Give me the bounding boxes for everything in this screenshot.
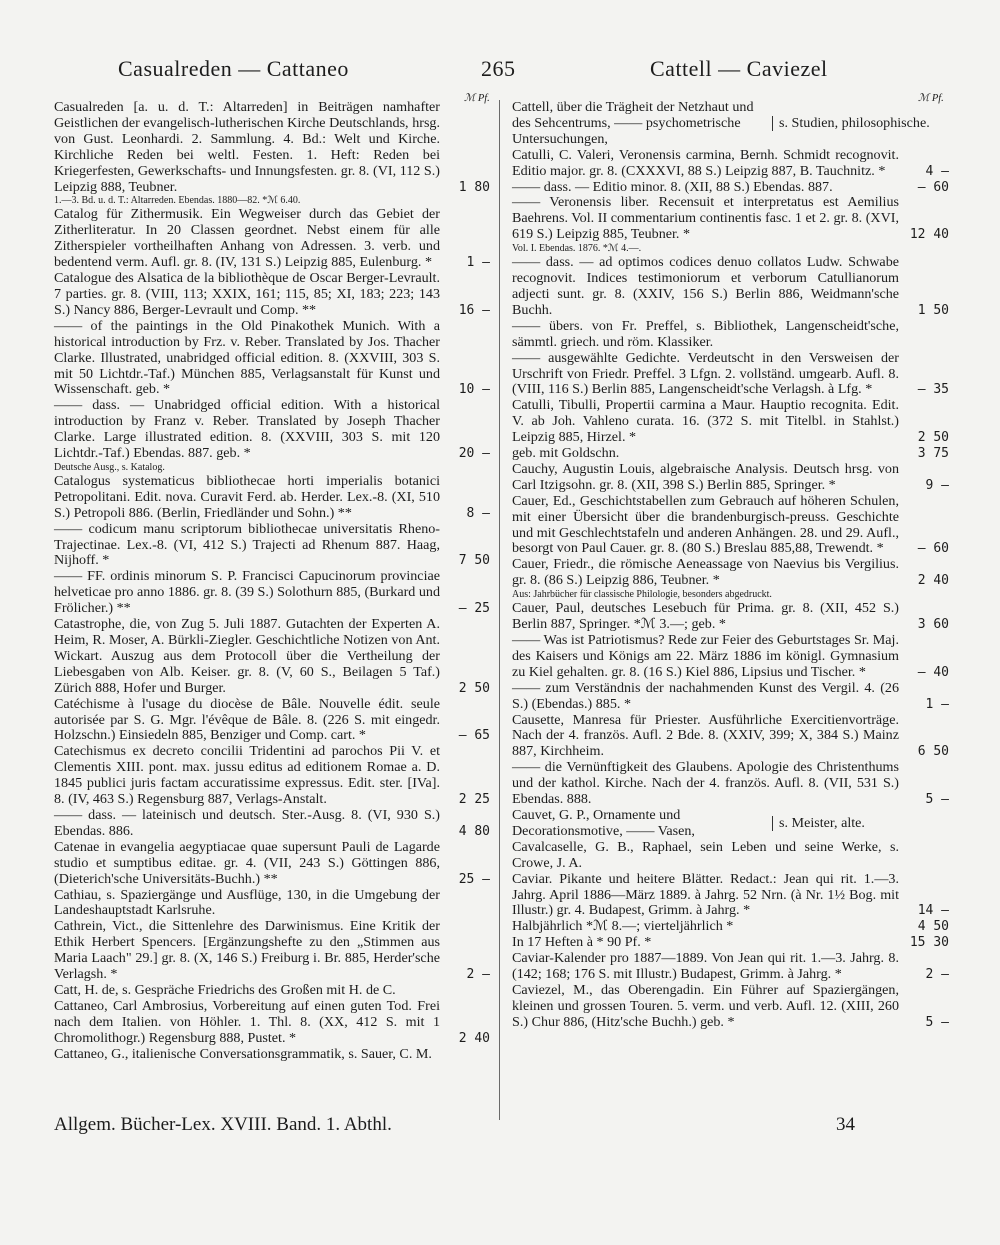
entry-text: Catulli, Tibulli, Propertii carmina a Maur. Hauptio recognita. Edit. V. ab Joh. Vahleno curata. 16. (372 S. mit Titelbl. in Stahlst.) Leipzig 885, Hirzel. * bbox=[512, 397, 899, 446]
cauvet-titles: Cauvet, G. P., Ornamente und Decorationsmotive, —— Vasen, bbox=[512, 806, 695, 839]
column-divider bbox=[499, 100, 500, 1120]
entry-price: — 60 bbox=[917, 541, 949, 557]
entry-price: 2 — bbox=[466, 967, 490, 983]
entry-text: —— dass. — Editio minor. 8. (XII, 88 S.) Ebendas. 887. bbox=[512, 178, 833, 195]
entry-text: Causette, Manresa für Priester. Ausführliche Exercitienvorträge. Nach der 4. französ. Aufl. 2 Bde. 8. (XXIV, 399; X, 384 S.) Mainz 887, Kirchheim. bbox=[512, 711, 899, 760]
catalogue-entry bbox=[512, 713, 949, 761]
entry-text: —— of the paintings in the Old Pinakothek Munich. With a historical introduction by Frz. v. Reber. Translated by Jos. Thacher Clarke. Illustrated, unabridged official edition. 8. (XXVIII, 303 S. mit 50 Lichtdr.-Taf.) München 885, Verlagsanstalt für Kunst und Wissenschaft. geb. * bbox=[54, 317, 440, 398]
entry-text: Cauchy, Augustin Louis, algebraische Analysis. Deutsch hrsg. von Carl Itzigsohn. gr. 8. (XII, 398 S.) Berlin 885, Springer. * bbox=[512, 460, 899, 493]
entry-price: 8 — bbox=[466, 505, 490, 521]
entry-price: 2 25 bbox=[458, 792, 490, 808]
entry-text: —— dass. — ad optimos codices denuo collatos Ludw. Schwabe recognovit. Indices testimoniorum et verborum Catullianorum adjecti sunt. gr. 8. (XXIV, 156 S.) Berlin 886, Weidmann'sche Buchh. bbox=[512, 254, 899, 318]
catalogue-entry bbox=[512, 319, 949, 351]
entry-text: Cattaneo, Carl Ambrosius, Vorbereitung auf einen guten Tod. Frei nach dem Italien. von Höhler. 1. Thl. 8. (XX, 412 S. mit 1 Chromolithogr.) Regensburg 888, Pustet. * bbox=[54, 997, 440, 1046]
entry-text: Catéchisme à l'usage du diocèse de Bâle. Nouvelle édit. seule autorisée par S. G. Mgr. l'évêque de Bâle. 8. (226 S. mit eingedr. Holzschn.) Einsiedeln 885, Benziger und Comp. cart. * bbox=[54, 695, 440, 744]
catalogue-entry bbox=[54, 271, 490, 319]
entry-price: 10 — bbox=[458, 382, 490, 398]
catalogue-entry bbox=[54, 888, 490, 920]
catalogue-entry bbox=[512, 462, 949, 494]
catalogue-entry bbox=[512, 351, 949, 399]
catalogue-entry bbox=[54, 100, 490, 195]
footer-sheet-number: 34 bbox=[836, 1114, 855, 1135]
entry-text: —— Was ist Patriotismus? Rede zur Feier des Geburtstages Sr. Maj. des Kaisers und Königs am 22. März 1886 im königl. Gymnasium zu Kiel gehalten. gr. 8. (16 S.) Kiel 886, Lipsius und Tischer. * bbox=[512, 632, 899, 680]
catalogue-entry bbox=[512, 148, 949, 180]
entry-price: 2 50 bbox=[458, 680, 490, 696]
catalogue-entry bbox=[512, 919, 949, 935]
catalogue-entry bbox=[54, 1047, 490, 1063]
entry-price: 4 80 bbox=[458, 823, 490, 839]
page-number: 265 bbox=[481, 56, 516, 81]
running-head-left: Casualreden — Cattaneo bbox=[118, 56, 349, 81]
entry-price: 2 50 bbox=[917, 430, 949, 446]
entry-text: Vol. I. Ebendas. 1876. *ℳ 4.—. bbox=[512, 243, 642, 255]
entry-text: Catalogue des Alsatica de la bibliothèque de Oscar Berger-Levrault. 7 parties. gr. 8. (VIII, 113; XXIX, 161; 115, 85; XI, 183; 223; 143 S.) Nancy 886, Berger-Levrault und Comp. ** bbox=[54, 270, 440, 318]
entry-text: Casualreden [a. u. d. T.: Altarreden] in Beiträgen namhafter Geistlichen der evangelisch-lutherischen Kirche Deutschlands, hrsg. von Gust. Leonhardi. 2. Sammlung. 4. Bd.: Welt und Kirche. Kirchliche Reden bei weltl. Festen. 1. Heft: Reden bei Kriegerfesten, Gewerkschafts- und Innungsfesten. gr. 8. (VI, 112 S.) Leipzig 888, Teubner. bbox=[54, 99, 440, 195]
entry-text: Catalogus systematicus bibliothecae horti imperialis botanici Petropolitani. Edit. nova. Curavit Ferd. ab. Herder. Lex.-8. (XI, 510 S.) Petropoli 886. (Berlin, Friedländer und Sohn.) ** bbox=[54, 472, 440, 521]
entry-text: Cauer, Friedr., die römische Aeneassage von Naevius bis Vergilius. gr. 8. (86 S.) Leipzig 886, Teubner. * bbox=[512, 556, 899, 589]
catalogue-entry bbox=[54, 319, 490, 399]
entry-price: 16 — bbox=[458, 302, 490, 318]
catalogue-entry bbox=[54, 999, 490, 1047]
catalogue-entry bbox=[512, 935, 949, 951]
right-column bbox=[512, 100, 949, 1031]
entry-price: 25 — bbox=[458, 871, 490, 887]
catalogue-entry bbox=[54, 919, 490, 983]
entry-text: Caviar-Kalender pro 1887—1889. Von Jean qui rit. 1.—3. Jahrg. 8. (142; 168; 176 S. mit Illustr.) Budapest, Grimm. à Jahrg. * bbox=[512, 950, 899, 983]
catalogue-entry bbox=[54, 983, 490, 999]
catalogue-entry bbox=[512, 195, 949, 243]
running-head-right: Cattell — Caviezel bbox=[650, 56, 828, 81]
entry-text: Cathiau, s. Spaziergänge und Ausflüge, 130, in die Umgebung der Landeshauptstadt Karlsruhe. bbox=[54, 886, 440, 919]
catalogue-entry bbox=[512, 601, 949, 633]
catalogue-entry bbox=[512, 760, 949, 808]
entry-text: —— ausgewählte Gedichte. Verdeutscht in den Versweisen der Urschrift von Friedr. Preffel. 3 Lfgn. 2. vollständ. umgearb. Aufl. 8. (VIII, 116 S.) Berlin 885, Langenscheidt'sche Verlagsh. à Lfg. * bbox=[512, 349, 899, 398]
left-column bbox=[54, 100, 490, 1062]
cattell-reference: s. Studien, philosophische. bbox=[772, 116, 949, 131]
entry-text: —— übers. von Fr. Preffel, s. Bibliothek, Langenscheidt'sche, sämmtl. griech. und röm. Klassiker. bbox=[512, 317, 899, 350]
catalogue-entry bbox=[54, 617, 490, 697]
entry-text: Deutsche Ausg., s. Katalog. bbox=[54, 461, 165, 473]
entry-text: geb. mit Goldschn. bbox=[512, 445, 620, 462]
entry-text: Catastrophe, die, von Zug 5. Juli 1887. Gutachten der Experten A. Heim, R. Moser, A. Bürkli-Ziegler. Geschichtliche Notizen von Ant. Wickart. Auszug aus dem Protocoll über die Vertheilung der Liebesgaben von Alb. Keiser. gr. 8. (V, 60 S., Beilagen 5 Taf.) Zürich 888, Hofer und Burger. bbox=[54, 616, 440, 696]
catalogue-entry bbox=[512, 494, 949, 558]
price-unit-right: ℳ Pf. bbox=[918, 93, 944, 104]
catalogue-entry bbox=[54, 569, 490, 617]
catalogue-entry bbox=[512, 872, 949, 920]
entry-text: 1.—3. Bd. u. d. T.: Altarreden. Ebendas. 1880—82. *ℳ 6.40. bbox=[54, 195, 301, 207]
catalogue-entry bbox=[512, 633, 949, 681]
catalogue-entry bbox=[54, 697, 490, 745]
catalogue-entry bbox=[512, 557, 949, 589]
entry-price: 1 80 bbox=[458, 179, 490, 195]
entry-price: 4 50 bbox=[917, 919, 949, 935]
catalogue-entry bbox=[512, 398, 949, 446]
right-entries bbox=[512, 148, 949, 808]
entry-price: 14 — bbox=[917, 903, 949, 919]
entry-price: 1 — bbox=[925, 696, 949, 712]
catalogue-entry bbox=[54, 840, 490, 888]
entry-price: 7 50 bbox=[458, 553, 490, 569]
catalogue-entry bbox=[54, 207, 490, 271]
entry-text: Halbjährlich *ℳ 8.—; vierteljährlich * bbox=[512, 918, 734, 935]
price-unit-left: ℳ Pf. bbox=[464, 93, 490, 104]
entry-price: 1 50 bbox=[917, 302, 949, 318]
entry-price: 4 — bbox=[925, 163, 949, 179]
catalogue-entry bbox=[512, 446, 949, 462]
entry-text: —— codicum manu scriptorum bibliothecae universitatis Rheno-Trajectinae. Lex.-8. (VI, 412 S.) Trajecti ad Rhenum 887. Haag, Nijhoff. * bbox=[54, 520, 440, 569]
entry-price: — 65 bbox=[458, 728, 490, 744]
catalogue-entry bbox=[54, 474, 490, 522]
cauvet-entry bbox=[512, 808, 949, 840]
catalogue-entry bbox=[54, 398, 490, 462]
entry-price: 2 40 bbox=[917, 573, 949, 589]
entry-text: Catalog für Zithermusik. Ein Wegweiser durch das Gebiet der Zitherliteratur. In 20 Classen geordnet. Nebst einem für alle Zitherspieler vortheilhaften Anhang von Adressen. 3. verb. und bedentend verm. Aufl. gr. 8. (IV, 131 S.) Leipzig 885, Eulenburg. * bbox=[54, 206, 440, 271]
entry-text: —— dass. — Unabridged official edition. With a historical introduction by Franz v. Reber. Translated by Joseph Thacher Clarke. Large illustrated edition. 8. (XXVIII, 303 S. mit 120 Lichtdr.-Taf.) Ebendas. 887. geb. * bbox=[54, 397, 440, 462]
entry-price: 20 — bbox=[458, 446, 490, 462]
entry-price: 1 — bbox=[466, 255, 490, 271]
entry-price: 3 60 bbox=[917, 617, 949, 633]
entry-text: Catechismus ex decreto concilii Tridentini ad parochos Pii V. et Clementis XIII. pont. max. jussu editus ad editionem Romae a. D. 1845 publici juris factam accuratissime expressus. Edit. ster. [IVa]. 8. (IV, 463 S.) Regensburg 887, Verlags-Anstalt. bbox=[54, 743, 440, 808]
entry-text: Catulli, C. Valeri, Veronensis carmina, Bernh. Schmidt recognovit. Editio major. gr. 8. (CXXXVI, 88 S.) Leipzig 887, B. Tauchnitz. * bbox=[512, 146, 899, 179]
catalogue-entry bbox=[54, 522, 490, 570]
entry-text: —— die Vernünftigkeit des Glaubens. Apologie des Christenthums und der kathol. Kirche. Nach der 4. französ. Aufl. 8. (VII, 531 S.) Ebendas. 888. bbox=[512, 759, 899, 808]
entry-price: 5 — bbox=[925, 792, 949, 808]
cattell-titles: Cattell, über die Trägheit der Netzhaut und des Sehcentrums, —— psychometrische Untersuchungen, bbox=[512, 99, 754, 147]
entry-price: 3 75 bbox=[917, 446, 949, 462]
catalogue-entry bbox=[54, 808, 490, 840]
catalogue-entry bbox=[512, 681, 949, 713]
entry-text: Cathrein, Vict., die Sittenlehre des Darwinismus. Eine Kritik der Ethik Herbert Spencers. [Ergänzungshefte zu den „Stimmen aus Maria Laach" 29.] gr. 8. (X, 146 S.) Freiburg i. Br. 885, Herder'sche Verlagsh. * bbox=[54, 918, 440, 983]
entry-text: Caviar. Pikante und heitere Blätter. Redact.: Jean qui rit. 1.—3. Jahrg. April 1886—März 1889. à Jahrg. 52 Nrn. (à Nr. 1½ Bog. mit Illustr.) gr. 4. Budapest, Grimm. à Jahrg. * bbox=[512, 870, 899, 919]
entry-text: Aus: Jahrbücher für classische Philologie, besonders abgedruckt. bbox=[512, 589, 772, 601]
entry-text: —— Veronensis liber. Recensuit et interpretatus est Aemilius Baehrens. Vol. II commentarium continentis fasc. 1 et 2. gr. 8. (XVI, 619 S.) Leipzig 885, Teubner. * bbox=[512, 194, 899, 243]
entry-price: — 25 bbox=[458, 601, 490, 617]
entry-price: 9 — bbox=[925, 477, 949, 493]
cattell-entry bbox=[512, 100, 949, 148]
catalogue-entry bbox=[512, 983, 949, 1031]
footer-signature: Allgem. Bücher-Lex. XVIII. Band. 1. Abthl. bbox=[54, 1114, 392, 1135]
entry-text: Catt, H. de, s. Gespräche Friedrichs des Großen mit H. de C. bbox=[54, 981, 396, 998]
entry-text: In 17 Heften à * 90 Pf. * bbox=[512, 934, 652, 951]
entry-text: Cauer, Ed., Geschichtstabellen zum Gebrauch auf höheren Schulen, mit einer Übersicht über die brandenburgisch-preuss. Geschichte und mit Geschlechtstafeln und anderen Anhängen. 28. und 29. Aufl., besorgt von Paul Cauer. gr. 8. (80 S.) Breslau 885,88, Trewendt. * bbox=[512, 492, 899, 557]
entry-price: 6 50 bbox=[917, 744, 949, 760]
entry-text: Cattaneo, G., italienische Conversationsgrammatik, s. Sauer, C. M. bbox=[54, 1045, 432, 1062]
entry-text: —— dass. — lateinisch und deutsch. Ster.-Ausg. 8. (VI, 930 S.) Ebendas. 886. bbox=[54, 806, 440, 839]
entry-price: — 35 bbox=[917, 382, 949, 398]
entry-text: Cauer, Paul, deutsches Lesebuch für Prima. gr. 8. (XII, 452 S.) Berlin 887, Springer. *ℳ 3.—; geb. * bbox=[512, 600, 899, 633]
entry-price: 15 30 bbox=[909, 935, 949, 951]
catalogue-entry bbox=[512, 180, 949, 196]
entry-text: Caviezel, M., das Oberengadin. Ein Führer auf Spaziergängen, kleinen und grossen Touren. 5. verm. und verb. Aufl. 12. (XIII, 260 S.) Chur 886, (Hitz'sche Buchh.) geb. * bbox=[512, 981, 899, 1030]
right-entries-tail bbox=[512, 840, 949, 1031]
catalogue-entry bbox=[54, 744, 490, 808]
entry-price: — 60 bbox=[917, 179, 949, 195]
entry-text: Cavalcaselle, G. B., Raphael, sein Leben und seine Werke, s. Crowe, J. A. bbox=[512, 838, 899, 871]
catalogue-entry bbox=[512, 255, 949, 319]
entry-price: 12 40 bbox=[909, 227, 949, 243]
entry-text: —— FF. ordinis minorum S. P. Francisci Capucinorum provinciae helveticae pro anno 1886. gr. 8. (39 S.) Solothurn 885, (Burkard und Frölicher.) ** bbox=[54, 568, 440, 617]
entry-price: 5 — bbox=[925, 1014, 949, 1030]
entry-price: — 40 bbox=[917, 664, 949, 680]
catalogue-entry bbox=[512, 951, 949, 983]
entry-price: 2 — bbox=[925, 967, 949, 983]
catalogue-entry bbox=[512, 840, 949, 872]
entry-text: Catenae in evangelia aegyptiacae quae supersunt Pauli de Lagarde studio et sumptibus editae. gr. 4. (VII, 243 S.) Göttingen 886, (Dieterich'sche Universitäts-Buchh.) ** bbox=[54, 838, 440, 887]
entry-price: 2 40 bbox=[458, 1030, 490, 1046]
cauvet-reference: s. Meister, alte. bbox=[772, 816, 949, 831]
entry-text: —— zum Verständnis der nachahmenden Kunst des Vergil. 4. (26 S.) (Ebendas.) 885. * bbox=[512, 679, 899, 712]
